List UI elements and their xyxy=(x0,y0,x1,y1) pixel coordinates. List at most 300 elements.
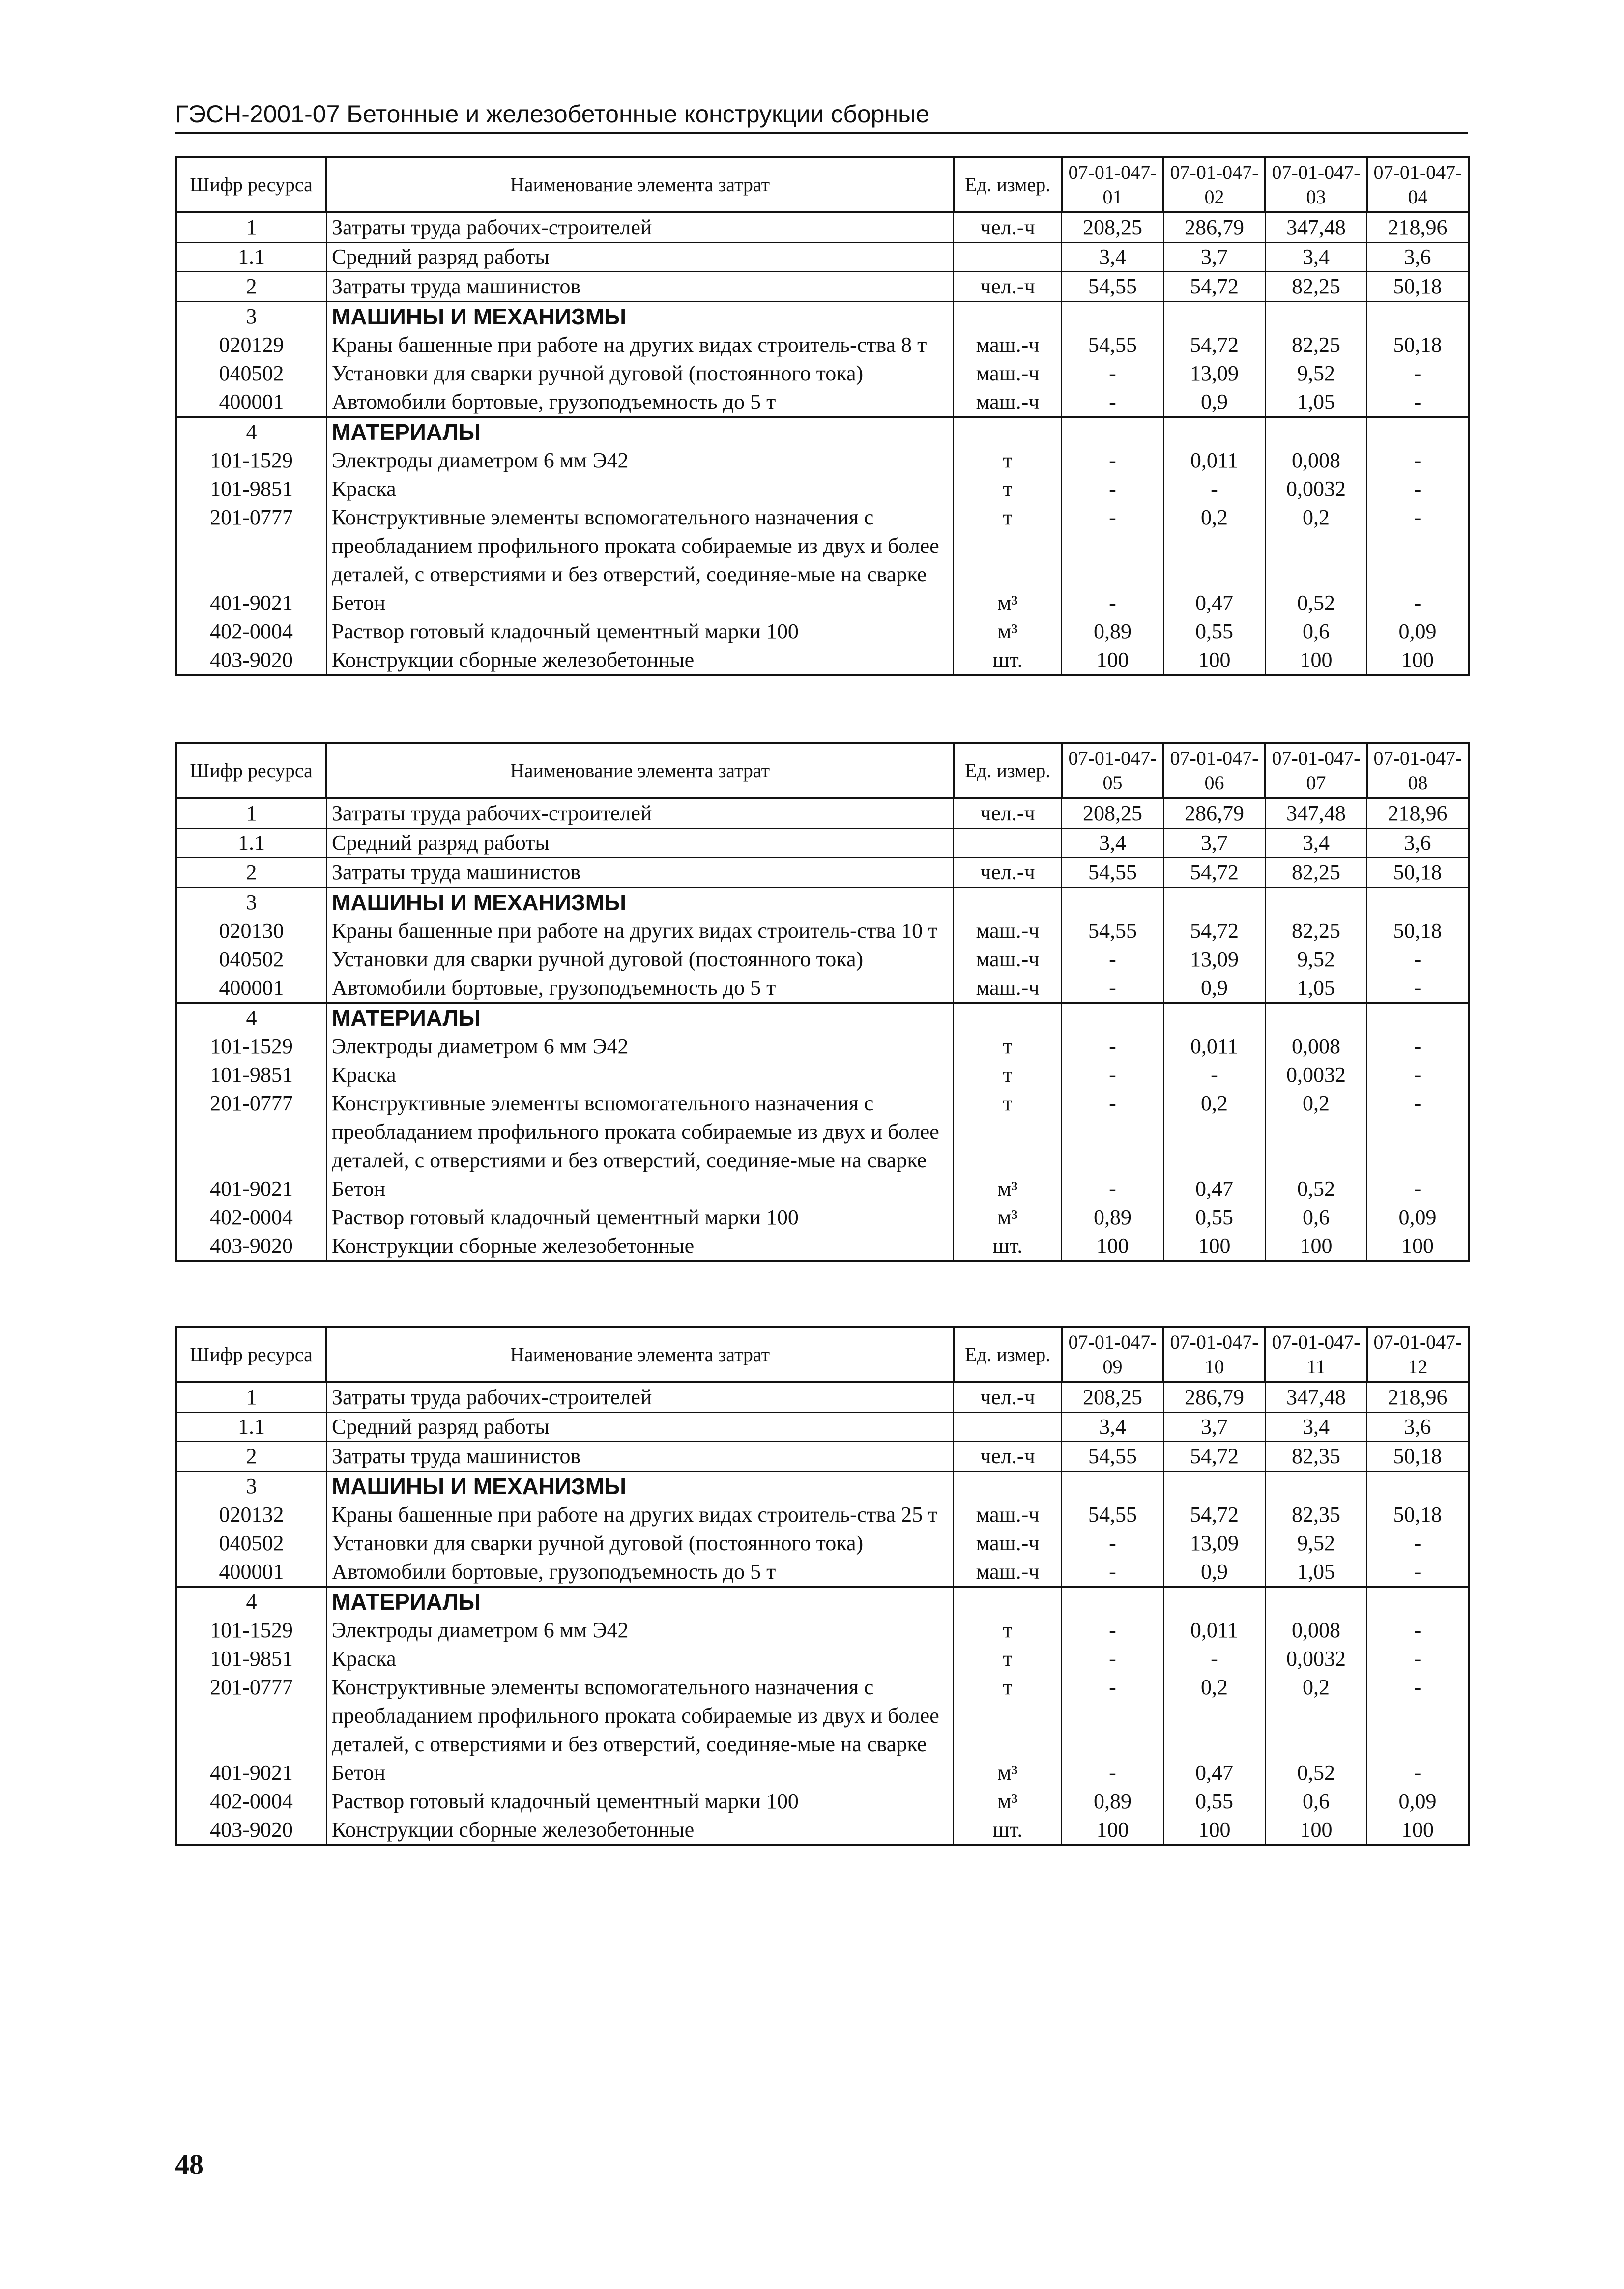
value-cell: 347,48 xyxy=(1265,212,1367,242)
table-row xyxy=(176,1587,1469,1617)
value-cell: 218,96 xyxy=(1367,212,1469,242)
value-cell: 286,79 xyxy=(1163,798,1265,828)
cost-element-name: Раствор готовый кладочный цементный марки 100 xyxy=(326,1787,954,1816)
value-cell: - xyxy=(1367,359,1469,388)
cost-element-name: Краны башенные при работе на других видах строитель-ства 8 т xyxy=(326,331,954,359)
value-cell: 100 xyxy=(1062,646,1163,675)
value-cell: 0,55 xyxy=(1163,1203,1265,1232)
unit-cell: маш.-ч xyxy=(954,974,1062,1003)
value-cell: 100 xyxy=(1367,1816,1469,1845)
resource-code: 020130 xyxy=(176,917,326,945)
cost-element-name: Конструктивные элементы вспомогательного назначения с преобладанием профильного проката собираемые из двух и более деталей, с отверстиями и без отверстий, соединяе-мые на сварке xyxy=(326,1673,954,1759)
header-norm-code: 07-01-047-02 xyxy=(1163,157,1265,212)
value-cell: - xyxy=(1062,1175,1163,1203)
resource-code: 101-9851 xyxy=(176,475,326,503)
value-cell: - xyxy=(1367,475,1469,503)
cost-element-name: Затраты труда машинистов xyxy=(326,272,954,302)
value-cell: - xyxy=(1367,1645,1469,1673)
table-row xyxy=(176,1816,1469,1845)
value-cell xyxy=(1163,1003,1265,1033)
header-norm-code: 07-01-047-09 xyxy=(1062,1327,1163,1382)
value-cell: 13,09 xyxy=(1163,359,1265,388)
value-cell: - xyxy=(1367,1061,1469,1089)
value-cell: 100 xyxy=(1163,1816,1265,1845)
resource-code: 400001 xyxy=(176,1558,326,1587)
value-cell: 0,6 xyxy=(1265,1787,1367,1816)
cost-element-name: Затраты труда рабочих-строителей xyxy=(326,1382,954,1412)
unit-cell xyxy=(954,1412,1062,1442)
table-row xyxy=(176,388,1469,417)
unit-cell: чел.-ч xyxy=(954,272,1062,302)
value-cell: 54,55 xyxy=(1062,917,1163,945)
value-cell: 54,72 xyxy=(1163,917,1265,945)
header-unit: Ед. измер. xyxy=(954,1327,1062,1382)
table-row xyxy=(176,1759,1469,1787)
value-cell: 54,72 xyxy=(1163,331,1265,359)
resource-code: 1.1 xyxy=(176,828,326,858)
unit-cell: маш.-ч xyxy=(954,945,1062,974)
resource-code: 1.1 xyxy=(176,242,326,272)
value-cell: 0,89 xyxy=(1062,617,1163,646)
value-cell: - xyxy=(1367,1529,1469,1558)
unit-cell: т xyxy=(954,1673,1062,1759)
value-cell: - xyxy=(1367,945,1469,974)
table-row xyxy=(176,1673,1469,1759)
value-cell: 50,18 xyxy=(1367,331,1469,359)
resource-code: 4 xyxy=(176,1587,326,1617)
resource-code: 400001 xyxy=(176,388,326,417)
resource-table-1 xyxy=(175,156,1470,676)
resource-code: 1 xyxy=(176,212,326,242)
value-cell: 0,47 xyxy=(1163,589,1265,617)
value-cell: - xyxy=(1367,446,1469,475)
value-cell: 0,89 xyxy=(1062,1787,1163,1816)
value-cell: - xyxy=(1062,1061,1163,1089)
value-cell: 50,18 xyxy=(1367,1501,1469,1529)
value-cell: 347,48 xyxy=(1265,798,1367,828)
resource-code: 2 xyxy=(176,1442,326,1472)
unit-cell xyxy=(954,828,1062,858)
value-cell: - xyxy=(1062,1032,1163,1061)
value-cell: 0,09 xyxy=(1367,1787,1469,1816)
value-cell: 0,52 xyxy=(1265,589,1367,617)
value-cell: - xyxy=(1062,1673,1163,1759)
cost-element-name: Краска xyxy=(326,475,954,503)
unit-cell xyxy=(954,1472,1062,1501)
header-norm-code: 07-01-047-11 xyxy=(1265,1327,1367,1382)
value-cell xyxy=(1367,302,1469,331)
unit-cell xyxy=(954,417,1062,447)
value-cell: - xyxy=(1062,1616,1163,1645)
unit-cell: маш.-ч xyxy=(954,331,1062,359)
table-header-row xyxy=(176,743,1469,798)
cost-element-name: Краны башенные при работе на других видах строитель-ства 10 т xyxy=(326,917,954,945)
value-cell: 3,4 xyxy=(1062,242,1163,272)
resource-code: 2 xyxy=(176,272,326,302)
cost-element-name: Автомобили бортовые, грузоподъемность до 5 т xyxy=(326,974,954,1003)
value-cell: 3,4 xyxy=(1265,242,1367,272)
value-cell: 0,2 xyxy=(1265,1673,1367,1759)
header-unit: Ед. измер. xyxy=(954,743,1062,798)
value-cell: 208,25 xyxy=(1062,798,1163,828)
cost-element-name: Электроды диаметром 6 мм Э42 xyxy=(326,1616,954,1645)
unit-cell: шт. xyxy=(954,1816,1062,1845)
value-cell: - xyxy=(1163,475,1265,503)
unit-cell: чел.-ч xyxy=(954,212,1062,242)
value-cell: 0,0032 xyxy=(1265,475,1367,503)
section-title: МАШИНЫ И МЕХАНИЗМЫ xyxy=(326,302,954,331)
value-cell: 0,55 xyxy=(1163,1787,1265,1816)
unit-cell: м³ xyxy=(954,1759,1062,1787)
resource-code: 401-9021 xyxy=(176,1759,326,1787)
table-header-row xyxy=(176,1327,1469,1382)
header-code: Шифр ресурса xyxy=(176,157,326,212)
resource-code: 1 xyxy=(176,1382,326,1412)
cost-element-name: Конструкции сборные железобетонные xyxy=(326,1232,954,1261)
table-row xyxy=(176,974,1469,1003)
table-row xyxy=(176,272,1469,302)
value-cell: 0,89 xyxy=(1062,1203,1163,1232)
resource-code: 101-9851 xyxy=(176,1061,326,1089)
value-cell: 82,35 xyxy=(1265,1501,1367,1529)
unit-cell: чел.-ч xyxy=(954,1442,1062,1472)
value-cell: - xyxy=(1062,446,1163,475)
table-row xyxy=(176,446,1469,475)
cost-element-name: Краска xyxy=(326,1645,954,1673)
section-title: МАТЕРИАЛЫ xyxy=(326,1587,954,1617)
value-cell xyxy=(1062,1472,1163,1501)
value-cell: 0,008 xyxy=(1265,446,1367,475)
value-cell xyxy=(1265,1003,1367,1033)
table-row xyxy=(176,1003,1469,1033)
header-norm-code: 07-01-047-01 xyxy=(1062,157,1163,212)
table-row xyxy=(176,828,1469,858)
table-row xyxy=(176,212,1469,242)
unit-cell: маш.-ч xyxy=(954,388,1062,417)
resource-code: 201-0777 xyxy=(176,503,326,589)
value-cell: 100 xyxy=(1265,1232,1367,1261)
value-cell: 54,55 xyxy=(1062,331,1163,359)
table-row xyxy=(176,359,1469,388)
value-cell xyxy=(1367,1472,1469,1501)
cost-element-name: Затраты труда машинистов xyxy=(326,1442,954,1472)
value-cell xyxy=(1163,417,1265,447)
resource-code: 3 xyxy=(176,1472,326,1501)
section-title: МАШИНЫ И МЕХАНИЗМЫ xyxy=(326,888,954,917)
cost-element-name: Средний разряд работы xyxy=(326,242,954,272)
value-cell: - xyxy=(1062,1529,1163,1558)
value-cell: 286,79 xyxy=(1163,1382,1265,1412)
value-cell: 0,2 xyxy=(1163,1089,1265,1175)
resource-code: 403-9020 xyxy=(176,646,326,675)
value-cell: 82,25 xyxy=(1265,858,1367,888)
value-cell: 100 xyxy=(1265,646,1367,675)
value-cell: 0,9 xyxy=(1163,388,1265,417)
unit-cell: м³ xyxy=(954,1787,1062,1816)
value-cell: 1,05 xyxy=(1265,388,1367,417)
table-row xyxy=(176,858,1469,888)
unit-cell xyxy=(954,888,1062,917)
cost-element-name: Затраты труда рабочих-строителей xyxy=(326,798,954,828)
resource-code: 402-0004 xyxy=(176,1203,326,1232)
value-cell: - xyxy=(1062,974,1163,1003)
value-cell: 3,7 xyxy=(1163,1412,1265,1442)
table-row xyxy=(176,302,1469,331)
value-cell: - xyxy=(1163,1061,1265,1089)
value-cell: - xyxy=(1062,359,1163,388)
value-cell: - xyxy=(1367,1089,1469,1175)
cost-element-name: Затраты труда рабочих-строителей xyxy=(326,212,954,242)
value-cell: 0,09 xyxy=(1367,617,1469,646)
table-row xyxy=(176,1412,1469,1442)
value-cell xyxy=(1062,888,1163,917)
table-row xyxy=(176,1472,1469,1501)
value-cell: 100 xyxy=(1062,1816,1163,1845)
table-row xyxy=(176,417,1469,447)
page-header-title: ГЭСН-2001-07 Бетонные и железобетонные конструкции сборные xyxy=(175,100,929,128)
section-title: МАШИНЫ И МЕХАНИЗМЫ xyxy=(326,1472,954,1501)
value-cell: 0,008 xyxy=(1265,1616,1367,1645)
value-cell: 3,4 xyxy=(1062,1412,1163,1442)
cost-element-name: Бетон xyxy=(326,589,954,617)
cost-element-name: Электроды диаметром 6 мм Э42 xyxy=(326,1032,954,1061)
value-cell: 82,35 xyxy=(1265,1442,1367,1472)
resource-code: 3 xyxy=(176,302,326,331)
value-cell xyxy=(1062,1003,1163,1033)
table-row xyxy=(176,1203,1469,1232)
value-cell xyxy=(1265,302,1367,331)
value-cell: 3,6 xyxy=(1367,242,1469,272)
value-cell: 0,6 xyxy=(1265,617,1367,646)
value-cell: 0,2 xyxy=(1265,503,1367,589)
unit-cell: м³ xyxy=(954,1175,1062,1203)
value-cell: 3,4 xyxy=(1265,828,1367,858)
unit-cell: т xyxy=(954,1061,1062,1089)
unit-cell: т xyxy=(954,1032,1062,1061)
value-cell: 100 xyxy=(1367,1232,1469,1261)
header-norm-code: 07-01-047-05 xyxy=(1062,743,1163,798)
value-cell: 9,52 xyxy=(1265,945,1367,974)
header-code: Шифр ресурса xyxy=(176,743,326,798)
resource-code: 1 xyxy=(176,798,326,828)
value-cell: 0,09 xyxy=(1367,1203,1469,1232)
cost-element-name: Конструктивные элементы вспомогательного назначения с преобладанием профильного проката собираемые из двух и более деталей, с отверстиями и без отверстий, соединяе-мые на сварке xyxy=(326,503,954,589)
cost-element-name: Раствор готовый кладочный цементный марки 100 xyxy=(326,617,954,646)
value-cell: - xyxy=(1367,589,1469,617)
cost-element-name: Автомобили бортовые, грузоподъемность до 5 т xyxy=(326,388,954,417)
resource-code: 101-9851 xyxy=(176,1645,326,1673)
value-cell: 218,96 xyxy=(1367,798,1469,828)
table-row xyxy=(176,1382,1469,1412)
table-row xyxy=(176,1787,1469,1816)
value-cell xyxy=(1163,302,1265,331)
unit-cell: шт. xyxy=(954,1232,1062,1261)
value-cell: 3,7 xyxy=(1163,242,1265,272)
resource-code: 040502 xyxy=(176,359,326,388)
value-cell: 0,2 xyxy=(1163,1673,1265,1759)
value-cell: 0,9 xyxy=(1163,1558,1265,1587)
unit-cell: чел.-ч xyxy=(954,1382,1062,1412)
resource-code: 020129 xyxy=(176,331,326,359)
value-cell: 0,52 xyxy=(1265,1759,1367,1787)
table-row xyxy=(176,1558,1469,1587)
value-cell: - xyxy=(1062,388,1163,417)
unit-cell: маш.-ч xyxy=(954,1529,1062,1558)
table-header-row xyxy=(176,157,1469,212)
value-cell: 100 xyxy=(1367,646,1469,675)
table-row xyxy=(176,503,1469,589)
resource-code: 040502 xyxy=(176,1529,326,1558)
unit-cell: чел.-ч xyxy=(954,858,1062,888)
value-cell xyxy=(1367,417,1469,447)
value-cell: 3,6 xyxy=(1367,828,1469,858)
value-cell: - xyxy=(1062,945,1163,974)
value-cell: 9,52 xyxy=(1265,359,1367,388)
value-cell: 54,72 xyxy=(1163,1501,1265,1529)
resource-code: 402-0004 xyxy=(176,1787,326,1816)
unit-cell: т xyxy=(954,475,1062,503)
cost-element-name: Конструкции сборные железобетонные xyxy=(326,646,954,675)
value-cell: 208,25 xyxy=(1062,1382,1163,1412)
table-row xyxy=(176,1232,1469,1261)
value-cell: 100 xyxy=(1265,1816,1367,1845)
cost-element-name: Установки для сварки ручной дуговой (постоянного тока) xyxy=(326,359,954,388)
value-cell: 208,25 xyxy=(1062,212,1163,242)
cost-element-name: Установки для сварки ручной дуговой (постоянного тока) xyxy=(326,1529,954,1558)
value-cell xyxy=(1265,417,1367,447)
value-cell: - xyxy=(1367,1616,1469,1645)
header-norm-code: 07-01-047-07 xyxy=(1265,743,1367,798)
value-cell xyxy=(1367,1587,1469,1617)
resource-code: 401-9021 xyxy=(176,589,326,617)
header-norm-code: 07-01-047-03 xyxy=(1265,157,1367,212)
value-cell: 50,18 xyxy=(1367,1442,1469,1472)
value-cell: 100 xyxy=(1062,1232,1163,1261)
value-cell: 54,55 xyxy=(1062,1501,1163,1529)
value-cell: 0,55 xyxy=(1163,617,1265,646)
value-cell: 13,09 xyxy=(1163,1529,1265,1558)
value-cell: 0,2 xyxy=(1163,503,1265,589)
value-cell xyxy=(1367,888,1469,917)
value-cell: 54,72 xyxy=(1163,1442,1265,1472)
unit-cell: маш.-ч xyxy=(954,917,1062,945)
value-cell: - xyxy=(1062,1558,1163,1587)
unit-cell xyxy=(954,302,1062,331)
resource-code: 201-0777 xyxy=(176,1089,326,1175)
table-row xyxy=(176,945,1469,974)
value-cell xyxy=(1265,1472,1367,1501)
value-cell: - xyxy=(1367,1673,1469,1759)
value-cell: 54,72 xyxy=(1163,272,1265,302)
resource-code: 3 xyxy=(176,888,326,917)
value-cell: - xyxy=(1367,1032,1469,1061)
unit-cell: т xyxy=(954,446,1062,475)
value-cell: 82,25 xyxy=(1265,917,1367,945)
header-code: Шифр ресурса xyxy=(176,1327,326,1382)
value-cell: - xyxy=(1367,974,1469,1003)
value-cell: 3,4 xyxy=(1265,1412,1367,1442)
value-cell: 82,25 xyxy=(1265,331,1367,359)
header-name: Наименование элемента затрат xyxy=(326,1327,954,1382)
value-cell: - xyxy=(1367,503,1469,589)
value-cell: 1,05 xyxy=(1265,974,1367,1003)
table-row xyxy=(176,331,1469,359)
header-norm-code: 07-01-047-10 xyxy=(1163,1327,1265,1382)
header-name: Наименование элемента затрат xyxy=(326,743,954,798)
value-cell xyxy=(1163,1587,1265,1617)
resource-code: 040502 xyxy=(176,945,326,974)
cost-element-name: Средний разряд работы xyxy=(326,828,954,858)
resource-code: 1.1 xyxy=(176,1412,326,1442)
value-cell: 3,7 xyxy=(1163,828,1265,858)
value-cell: 54,55 xyxy=(1062,272,1163,302)
value-cell: - xyxy=(1367,1558,1469,1587)
value-cell: 3,4 xyxy=(1062,828,1163,858)
value-cell: 218,96 xyxy=(1367,1382,1469,1412)
table-row xyxy=(176,475,1469,503)
cost-element-name: Конструктивные элементы вспомогательного назначения с преобладанием профильного проката собираемые из двух и более деталей, с отверстиями и без отверстий, соединяе-мые на сварке xyxy=(326,1089,954,1175)
resource-table-2 xyxy=(175,742,1470,1262)
value-cell: 0,011 xyxy=(1163,446,1265,475)
table-row xyxy=(176,1645,1469,1673)
value-cell xyxy=(1062,417,1163,447)
unit-cell: м³ xyxy=(954,1203,1062,1232)
resource-code: 4 xyxy=(176,1003,326,1033)
header-rule xyxy=(175,132,1468,134)
value-cell: - xyxy=(1367,388,1469,417)
value-cell: - xyxy=(1062,475,1163,503)
value-cell: 0,2 xyxy=(1265,1089,1367,1175)
value-cell: - xyxy=(1062,589,1163,617)
resource-code: 400001 xyxy=(176,974,326,1003)
cost-element-name: Автомобили бортовые, грузоподъемность до 5 т xyxy=(326,1558,954,1587)
table-row xyxy=(176,917,1469,945)
resource-code: 4 xyxy=(176,417,326,447)
resource-code: 401-9021 xyxy=(176,1175,326,1203)
section-title: МАТЕРИАЛЫ xyxy=(326,417,954,447)
table-row xyxy=(176,589,1469,617)
value-cell: 0,011 xyxy=(1163,1032,1265,1061)
resource-code: 101-1529 xyxy=(176,1032,326,1061)
table-row xyxy=(176,1442,1469,1472)
unit-cell: м³ xyxy=(954,589,1062,617)
value-cell xyxy=(1265,888,1367,917)
value-cell: 0,011 xyxy=(1163,1616,1265,1645)
value-cell: - xyxy=(1163,1645,1265,1673)
section-title: МАТЕРИАЛЫ xyxy=(326,1003,954,1033)
value-cell: 50,18 xyxy=(1367,917,1469,945)
cost-element-name: Затраты труда машинистов xyxy=(326,858,954,888)
value-cell: 286,79 xyxy=(1163,212,1265,242)
unit-cell: т xyxy=(954,1089,1062,1175)
cost-element-name: Конструкции сборные железобетонные xyxy=(326,1816,954,1845)
cost-element-name: Краска xyxy=(326,1061,954,1089)
unit-cell xyxy=(954,1003,1062,1033)
table-row xyxy=(176,798,1469,828)
cost-element-name: Раствор готовый кладочный цементный марки 100 xyxy=(326,1203,954,1232)
unit-cell: м³ xyxy=(954,617,1062,646)
value-cell: 0,0032 xyxy=(1265,1645,1367,1673)
unit-cell: маш.-ч xyxy=(954,359,1062,388)
table-row xyxy=(176,1501,1469,1529)
header-norm-code: 07-01-047-12 xyxy=(1367,1327,1469,1382)
value-cell: 347,48 xyxy=(1265,1382,1367,1412)
resource-code: 101-1529 xyxy=(176,1616,326,1645)
value-cell: 50,18 xyxy=(1367,272,1469,302)
table-row xyxy=(176,646,1469,675)
table-row xyxy=(176,1032,1469,1061)
table-row xyxy=(176,1089,1469,1175)
